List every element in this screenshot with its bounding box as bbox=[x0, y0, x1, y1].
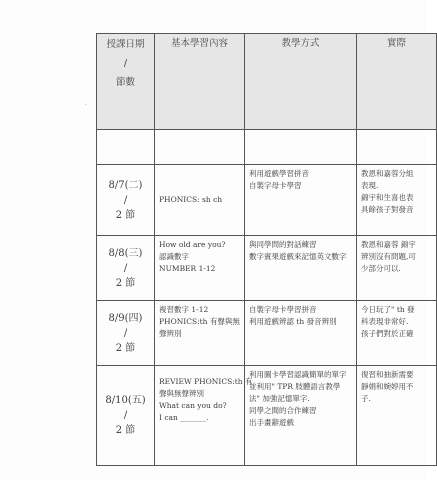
scan-mark: . bbox=[85, 100, 87, 107]
method-line: 並利用" TPR 肢體語言教學 bbox=[249, 382, 341, 391]
content-cell bbox=[155, 301, 245, 366]
period-count: 2 節 bbox=[115, 277, 136, 289]
header-date-periods bbox=[97, 34, 155, 130]
table-row bbox=[97, 366, 437, 466]
method-cell bbox=[245, 366, 357, 466]
observation-line: 科表現非常好. bbox=[361, 317, 409, 326]
table-row bbox=[97, 165, 437, 236]
content-line: PHONICS:th 有聲與無 bbox=[159, 317, 240, 326]
header-learning-content: 基本學習內容 bbox=[155, 34, 245, 130]
header-observations: 實際 bbox=[357, 34, 437, 130]
header-date-separator: / bbox=[123, 58, 128, 69]
content-line: 複習數字 1-12 bbox=[159, 305, 209, 314]
method-line: 利用遊戲學習拼音 bbox=[249, 169, 309, 178]
observation-line: 教恩和嘉蓉分組 bbox=[361, 169, 414, 178]
content-cell bbox=[155, 366, 253, 466]
schedule-table bbox=[96, 33, 437, 466]
content-line: PHONICS: sh ch bbox=[159, 195, 223, 204]
observation-line: 辨別沒有問題,可 bbox=[361, 252, 416, 261]
period-count: 2 節 bbox=[115, 425, 136, 436]
date-separator: / bbox=[123, 410, 128, 421]
date-cell bbox=[97, 165, 155, 236]
period-count: 2 節 bbox=[115, 209, 136, 221]
content-line: 認識數字 bbox=[159, 252, 189, 261]
date-cell bbox=[97, 236, 155, 301]
content-line: 聲辨別 bbox=[159, 329, 182, 338]
method-line: 出手畫辭遊戲 bbox=[249, 418, 294, 427]
table-header-row bbox=[97, 34, 437, 130]
method-line: 自製字母卡學習拼音 bbox=[249, 305, 317, 314]
method-line: 法" 加強記憶單字. bbox=[249, 394, 310, 403]
content-line: How old are you? bbox=[159, 240, 226, 249]
observation-line: 復習和抽新需要 bbox=[361, 370, 414, 379]
observation-line: 孩子們對於正確 bbox=[361, 329, 414, 338]
method-line: 利用遊戲辨認 th 發音辨別 bbox=[249, 317, 337, 326]
observation-cell bbox=[357, 366, 437, 466]
content-line: I can _______. bbox=[159, 413, 209, 422]
period-count: 2 節 bbox=[115, 342, 136, 354]
observation-line: 今日玩了" th 發 bbox=[361, 305, 415, 314]
observation-line: 子. bbox=[361, 394, 371, 403]
date-separator: / bbox=[123, 327, 128, 339]
observation-line: 表現. bbox=[361, 181, 379, 190]
observation-line: 靜娟和婉婷用不 bbox=[361, 382, 414, 391]
content-line: 聲與無聲辨別 bbox=[159, 389, 204, 398]
header-teaching-method: 教學方式 bbox=[245, 34, 357, 130]
content-line: REVIEW PHONICS:th 有 bbox=[159, 377, 253, 386]
header-date-label: 授課日期 bbox=[106, 39, 145, 50]
lesson-date: 8/10(五) bbox=[105, 395, 146, 406]
observation-line: 教恩和嘉蓉 錦宇 bbox=[361, 240, 416, 249]
method-line: 同學之間的合作練習 bbox=[249, 406, 317, 415]
spacer-row bbox=[97, 130, 437, 165]
method-line: 與同學問的對話練習 bbox=[249, 240, 317, 249]
lesson-date: 8/9(四) bbox=[108, 312, 143, 324]
observation-cell bbox=[357, 165, 437, 236]
date-cell bbox=[97, 366, 155, 466]
header-periods-label: 節數 bbox=[115, 77, 135, 88]
observation-line: 錦宇和生喜也表 bbox=[361, 193, 414, 202]
method-line: 數字賓果遊戲來記憶英文數字 bbox=[249, 252, 347, 261]
method-line: 自製字母卡學習 bbox=[249, 181, 302, 190]
content-line: What can you do? bbox=[159, 401, 227, 410]
content-cell bbox=[155, 236, 245, 301]
observation-line: 具餘孩子對發音 bbox=[361, 205, 414, 214]
date-separator: / bbox=[123, 262, 128, 274]
lesson-date: 8/7(二) bbox=[108, 179, 143, 191]
table-row bbox=[97, 301, 437, 366]
table-row bbox=[97, 236, 437, 301]
observation-line: 少部分可以. bbox=[361, 264, 401, 273]
method-cell bbox=[245, 165, 357, 236]
date-separator: / bbox=[123, 194, 128, 206]
content-line: NUMBER 1-12 bbox=[159, 264, 216, 273]
content-cell bbox=[155, 165, 245, 236]
observation-cell bbox=[357, 301, 437, 366]
method-line: 利用圖卡學習認識簡單的單字 bbox=[249, 370, 347, 379]
date-cell bbox=[97, 301, 155, 366]
method-cell bbox=[245, 236, 357, 301]
method-cell bbox=[245, 301, 357, 366]
lesson-date: 8/8(三) bbox=[108, 247, 143, 259]
observation-cell bbox=[357, 236, 437, 301]
